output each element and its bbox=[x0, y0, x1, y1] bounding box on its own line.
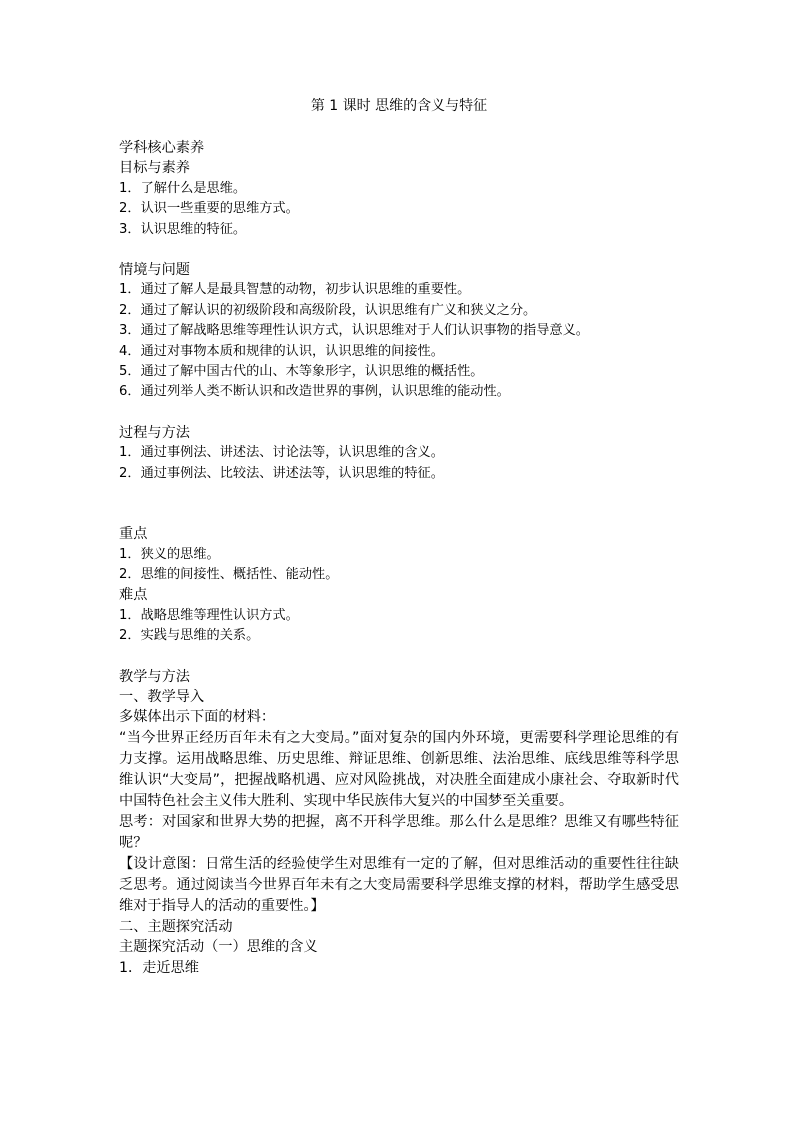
goal-item: 3．认识思维的特征。 bbox=[119, 221, 247, 237]
goal-item: 2．认识一些重要的思维方式。 bbox=[119, 201, 299, 217]
situation-item: 5．通过了解中国古代的山、木等象形字，认识思维的概括性。 bbox=[119, 364, 484, 380]
situation-item: 1．通过了解人是最具智慧的动物，初步认识思维的重要性。 bbox=[119, 282, 471, 298]
activity-heading: 主题探究活动（一）思维的含义 bbox=[119, 939, 318, 956]
goal-item: 1．了解什么是思维。 bbox=[119, 180, 247, 196]
process-heading: 过程与方法 bbox=[119, 424, 190, 441]
key-item: 2．思维的间接性、概括性、能动性。 bbox=[119, 566, 339, 582]
process-item: 1．通过事例法、讲述法、讨论法等，认识思维的含义。 bbox=[119, 445, 444, 461]
explore-heading: 二、主题探究活动 bbox=[119, 918, 233, 935]
situation-item: 6．通过列举人类不断认识和改造世界的事例，认识思维的能动性。 bbox=[119, 384, 510, 400]
process-item: 2．通过事例法、比较法、讲述法等，认识思维的特征。 bbox=[119, 465, 444, 481]
material-intro: 多媒体出示下面的材料： bbox=[119, 709, 276, 726]
goals-heading: 目标与素养 bbox=[119, 160, 190, 177]
document-page bbox=[119, 96, 679, 978]
material-paragraph: “当今世界正经历百年未有之大变局。”面对复杂的国内外环境，更需要科学理论思维的有力支撑。运用战略思维、历史思维、辩证思维、创新思维、法治思维、底线思维等科学思维认识“大变局”，把握战略机遇、应对风险挑战，对决胜全面建成小康社会、夺取新时代中国特色社会主义伟大胜利、实现中华民族伟大复兴的中国梦至关重要。 bbox=[119, 729, 679, 809]
key-heading: 重点 bbox=[119, 526, 148, 543]
situation-item: 2．通过了解认识的初级阶段和高级阶段，认识思维有广义和狭义之分。 bbox=[119, 302, 537, 318]
difficulty-item: 1．战略思维等理性认识方式。 bbox=[119, 607, 299, 623]
key-item: 1．狭义的思维。 bbox=[119, 546, 220, 562]
situation-heading: 情境与问题 bbox=[119, 262, 190, 279]
core-literacy-heading: 学科核心素养 bbox=[119, 140, 205, 156]
teaching-heading: 教学与方法 bbox=[119, 668, 190, 685]
difficulty-item: 2．实践与思维的关系。 bbox=[119, 628, 260, 644]
situation-item: 3．通过了解战略思维等理性认识方式，认识思维对于人们认识事物的指导意义。 bbox=[119, 323, 589, 339]
situation-item: 4．通过对事物本质和规律的认识，认识思维的间接性。 bbox=[119, 343, 444, 359]
think-paragraph: 思考：对国家和世界大势的把握，离不开科学思维。那么什么是思维？思维又有哪些特征呢？ bbox=[119, 813, 679, 851]
step-heading: 1．走近思维 bbox=[119, 959, 199, 976]
lesson-title: 第 1 课时 思维的含义与特征 bbox=[310, 98, 488, 114]
design-intent-paragraph: 【设计意图：日常生活的经验使学生对思维有一定的了解，但对思维活动的重要性往往缺乏思考。通过阅读当今世界百年未有之大变局需要科学思维支撑的材料，帮助学生感受思维对于指导人的活动的重要性。】 bbox=[119, 855, 679, 914]
intro-heading: 一、教学导入 bbox=[119, 688, 205, 705]
difficulty-heading: 难点 bbox=[119, 587, 148, 604]
